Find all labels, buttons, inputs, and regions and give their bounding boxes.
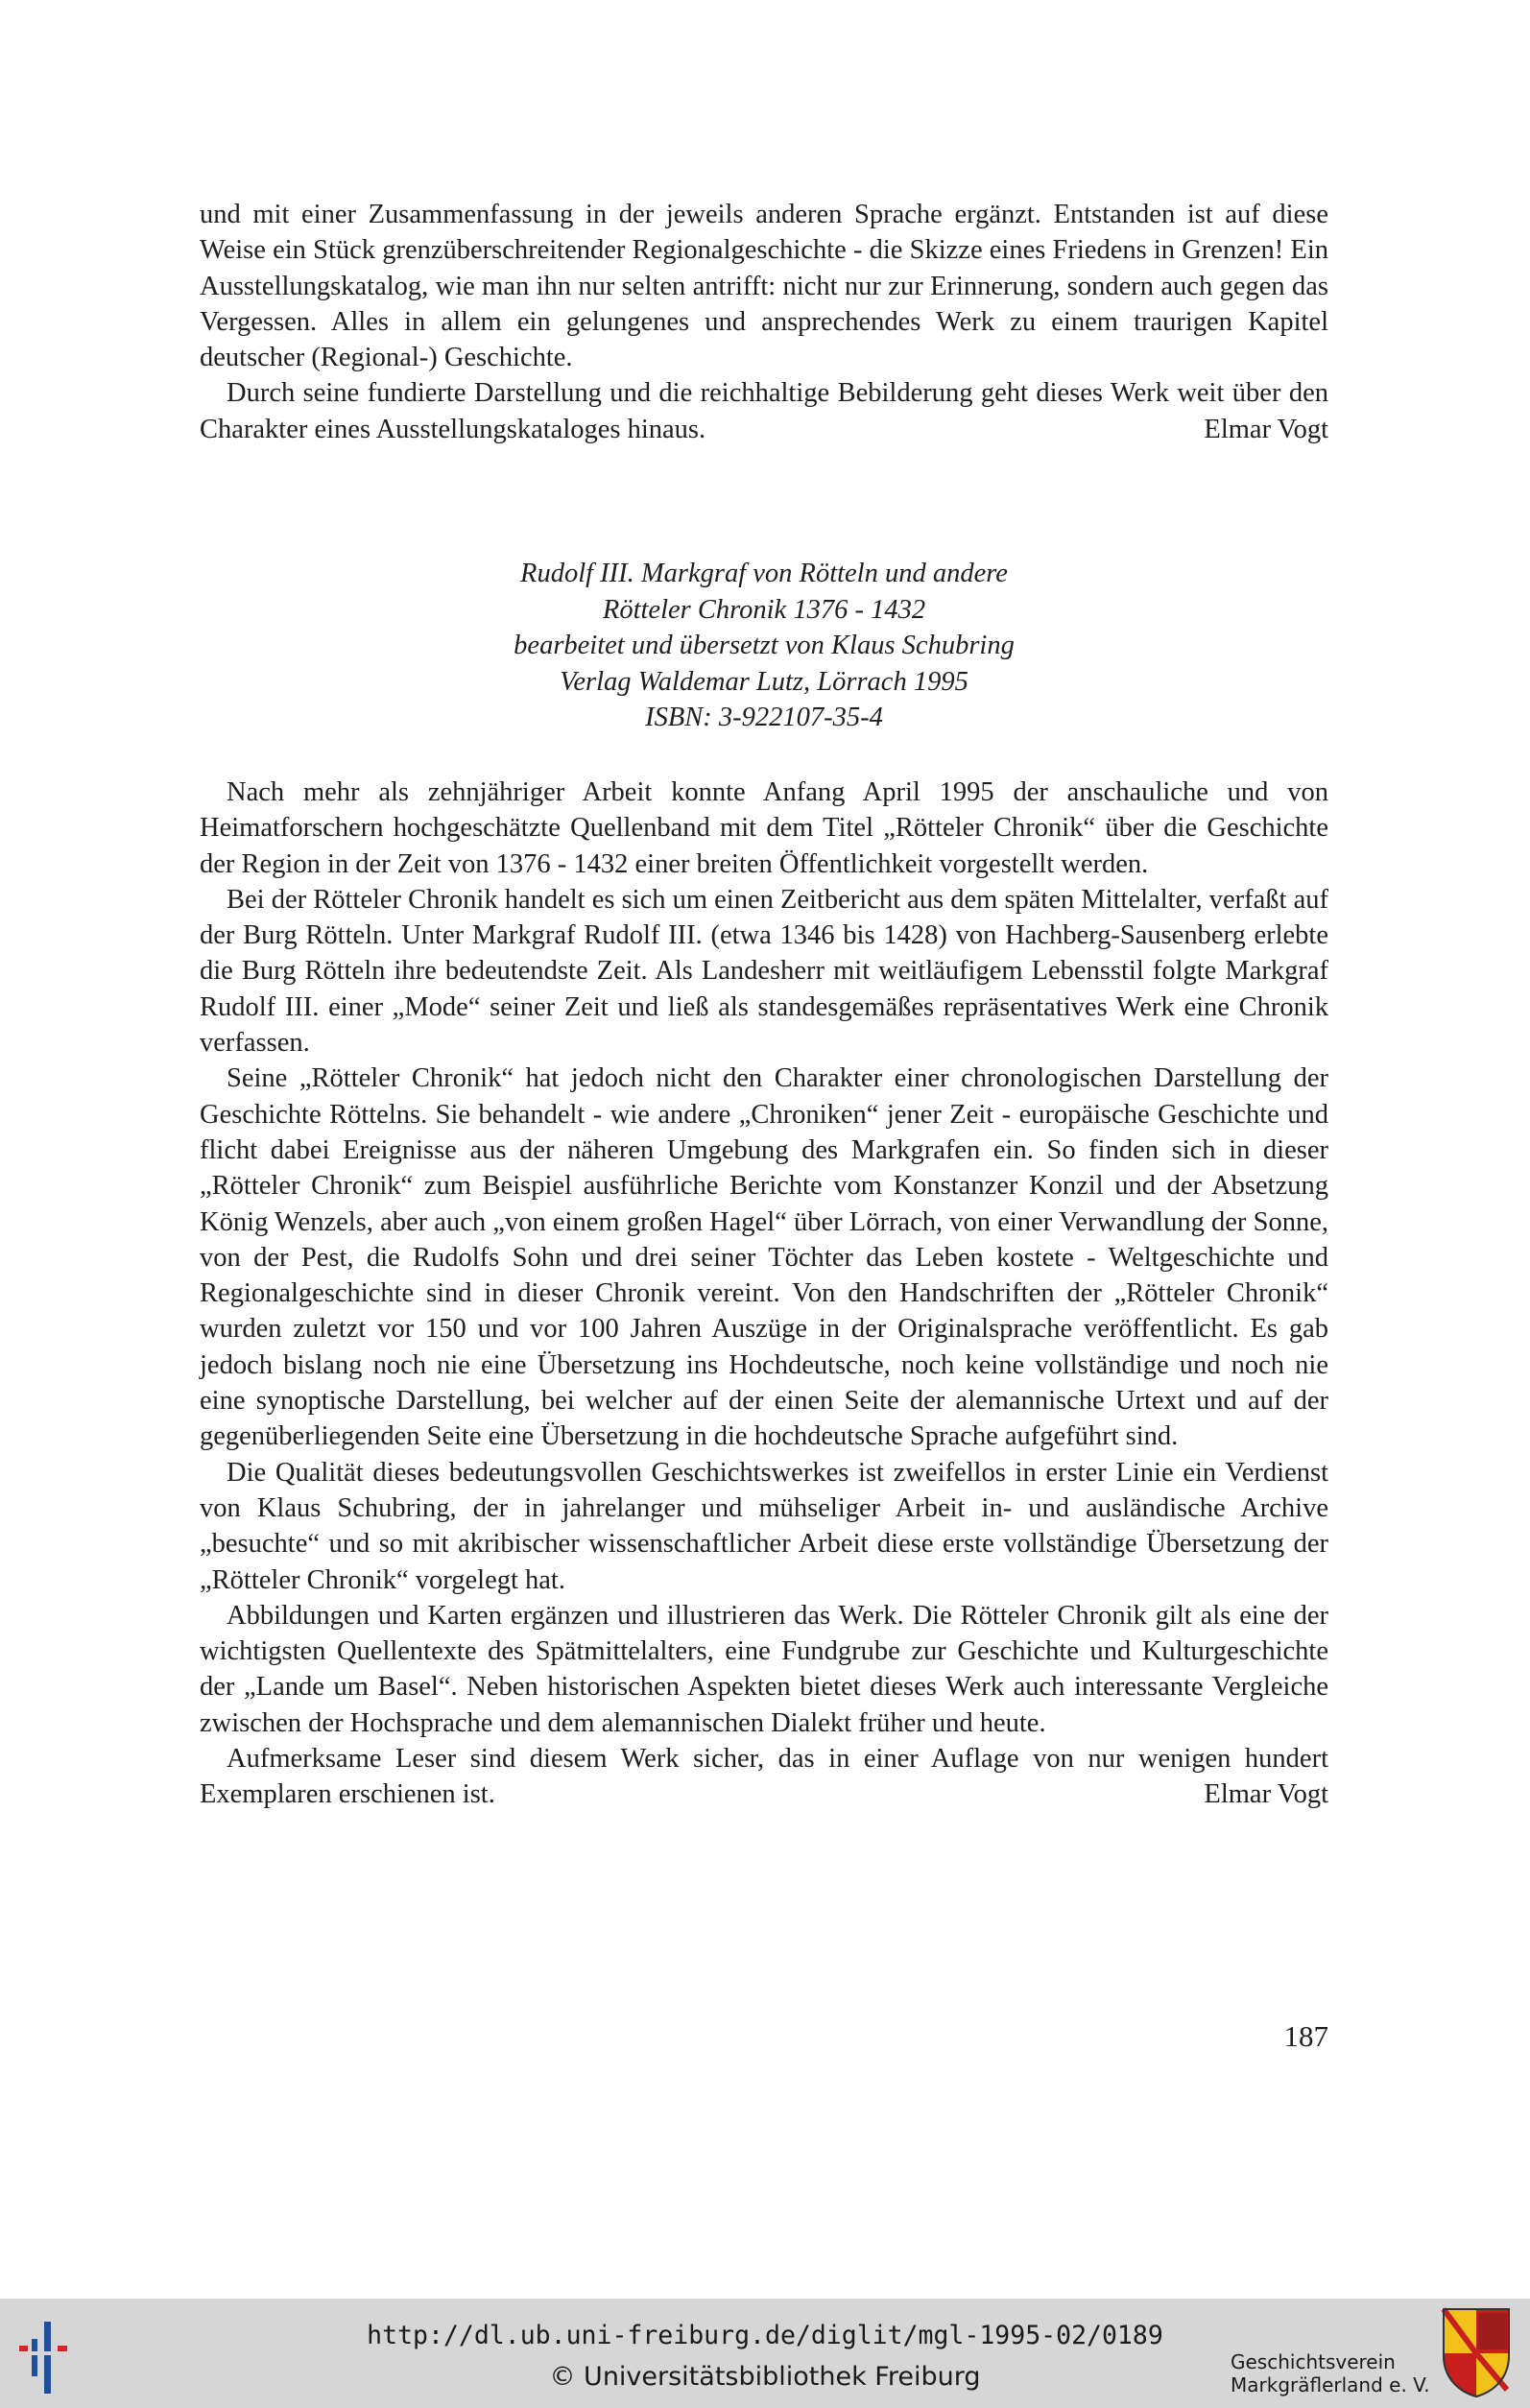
- review-exhibition-catalog: [200, 197, 1328, 447]
- review2-paragraph-1: Nach mehr als zehnjähriger Arbeit konnte Anfang April 1995 der anschauliche und von Heimatforschern hochgeschätzte Quellenband mit dem Titel „Rötteler Chronik“ über die Geschichte der Region in der Zeit von 1376 - 1432 einer breiten Öffentlichkeit vorgestellt werden.: [200, 777, 1328, 879]
- review1-signature: Elmar Vogt: [1204, 414, 1328, 444]
- coat-of-arms-icon: [1440, 2305, 1513, 2399]
- society-name-line2: Markgräflerland e. V.: [1231, 2373, 1430, 2396]
- citation-subtitle: Rötteler Chronik 1376 - 1432: [602, 594, 926, 625]
- book-citation: [200, 556, 1328, 736]
- footer-copyright: © Universitätsbibliothek Freiburg: [549, 2362, 981, 2392]
- review2-paragraph-2: Bei der Rötteler Chronik handelt es sich um einen Zeitbericht aus dem späten Mittelalter, verfaßt auf der Burg Rötteln. Unter Markgraf Rudolf III. (etwa 1346 bis 1428) von Hachberg-Sausenberg erlebte die Burg Rötteln ihre bedeutendste Zeit. Als Landesherr mit weitläufigem Lebensstil folgte Markgraf Rudolf III. einer „Mode“ seiner Zeit und ließ als standesgemäßes repräsentatives Werk eine Chronik verfassen.: [200, 884, 1328, 1059]
- review1-closing-text: Durch seine fundierte Darstellung und die reichhaltige Bebilderung geht dieses Werk weit über den Charakter eines Ausstellungskataloges hinaus.: [200, 378, 1328, 444]
- citation-isbn: ISBN: 3-922107-35-4: [645, 703, 883, 732]
- review-roetteler-chronik: [200, 775, 1328, 1813]
- footer-url-link[interactable]: http://dl.ub.uni-freiburg.de/diglit/mgl-1995-02/0189: [367, 2321, 1163, 2350]
- society-name-line1: Geschichtsverein: [1231, 2350, 1396, 2373]
- review2-signature: Elmar Vogt: [1204, 1779, 1328, 1810]
- review1-closing-paragraph: [200, 375, 1328, 447]
- page-number: 187: [1283, 2019, 1328, 2053]
- citation-editor: bearbeitet und übersetzt von Klaus Schubring: [514, 631, 1015, 660]
- society-name: [1231, 2350, 1438, 2396]
- review1-paragraph-1: und mit einer Zusammenfassung in der jeweils anderen Sprache ergänzt. Entstanden ist auf diese Weise ein Stück grenzüberschreitender Regionalgeschichte - die Skizze eines Friedens in Grenzen! Ein Ausstellungskatalog, wie man ihn nur selten antrifft: nicht nur zur Erinnerung, sondern auch gegen das Vergessen. Alles in allem ein gelungenes und ansprechendes Werk zu einem traurigen Kapitel deutscher (Regional-) Geschichte.: [200, 200, 1328, 373]
- citation-title: Rudolf III. Markgraf von Rötteln und andere: [520, 559, 1008, 588]
- review2-closing-text: Aufmerksame Leser sind diesem Werk sicher, das in einer Auflage von nur wenigen hundert Exemplaren erschienen ist.: [200, 1744, 1328, 1810]
- review2-paragraph-5: Abbildungen und Karten ergänzen und illustrieren das Werk. Die Rötteler Chronik gilt als eine der wichtigsten Quellentexte des Spätmittelalters, eine Fundgrube zur Geschichte und Kulturgeschichte der „Lande um Basel“. Neben historischen Aspekten bietet dieses Werk auch interessante Vergleiche zwischen der Hochsprache und dem alemannischen Dialekt früher und heute.: [200, 1600, 1328, 1738]
- review2-closing-paragraph: [200, 1741, 1328, 1813]
- review2-paragraph-3: Seine „Rötteler Chronik“ hat jedoch nicht den Charakter einer chronologischen Darstellung der Geschichte Röttelns. Sie behandelt - wie andere „Chroniken“ jener Zeit - europäische Geschichte und flicht dabei Ereignisse aus der näheren Umgebung des Markgrafen ein. So finden sich in dieser „Rötteler Chronik“ zum Beispiel ausführliche Berichte vom Konstanzer Konzil und der Absetzung König Wenzels, aber auch „von einem großen Hagel“ über Lörrach, von einer Verwandlung der Sonne, von der Pest, die Rudolfs Sohn und drei seiner Töchter das Leben kostete - Weltgeschichte und Regionalgeschichte sind in dieser Chronik vereint. Von den Handschriften der „Rötteler Chronik“ wurden zuletzt vor 150 und vor 100 Jahren Auszüge in der Originalsprache veröffentlicht. Es gab jedoch bislang noch nie eine Übersetzung ins Hochdeutsche, noch keine vollständige und noch nie eine synoptische Darstellung, bei welcher auf der einen Seite der alemannische Urtext und auf der gegenüberliegenden Seite eine Übersetzung in die hochdeutsche Sprache aufgeführt sind.: [200, 1063, 1328, 1452]
- citation-publisher: Verlag Waldemar Lutz, Lörrach 1995: [560, 666, 968, 697]
- review2-paragraph-4: Die Qualität dieses bedeutungsvollen Geschichtswerkes ist zweifellos in erster Linie ein Verdienst von Klaus Schubring, der in jahrelanger und mühseliger Arbeit in- und ausländische Archive „besuchte“ und so mit akribischer wissenschaftlicher Arbeit diese erste vollständige Übersetzung der „Rötteler Chronik“ vorgelegt hat.: [200, 1457, 1328, 1595]
